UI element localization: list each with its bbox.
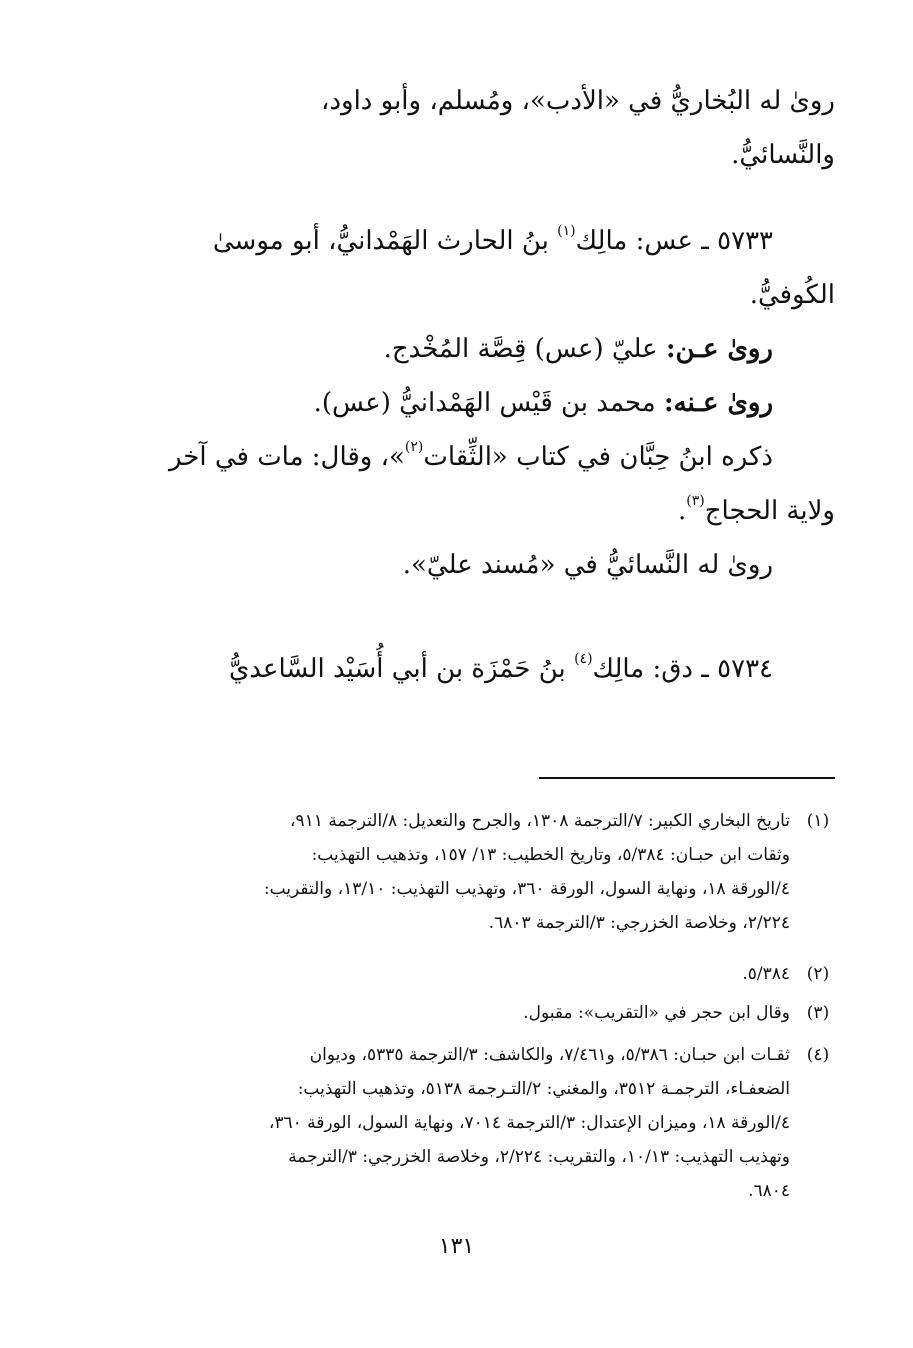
prev-entry-line-2: والنَّسائيُّ.	[731, 140, 835, 170]
footnote-ref-3: (٣)	[686, 493, 705, 510]
footnote-line: ٢/٢٢٤، وخلاصة الخزرجي: ٣/الترجمة ٦٨٠٣.	[488, 913, 790, 933]
footnote-number: (٢)	[806, 964, 830, 984]
footnote-line: ثقـات ابن حبـان: ٥/٣٨٦، و٧/٤٦١، والكاشف: ٣/الترجمة ٥٣٣٥، وديوان	[309, 1045, 790, 1065]
narrated-by-text: محمد بن قَيْس الهَمْدانيُّ (عس).	[313, 388, 664, 418]
entry-5734-number: ٥٧٣٤ ـ دق: مالِك	[592, 654, 773, 684]
entry-5733-narrated-by	[133, 386, 773, 420]
footnote-separator	[539, 777, 835, 779]
footnote-number: (١)	[806, 811, 830, 831]
entry-5733-heading	[135, 224, 835, 258]
entry-5733-note-line-1	[135, 440, 835, 474]
footnote-2	[135, 957, 835, 991]
footnote-line: ٥/٣٨٤.	[742, 964, 790, 984]
entry-5733-rawi: روىٰ له النَّسائيُّ في «مُسند عليّ».	[402, 550, 773, 580]
footnote-line: وقال ابن حجر في «التقريب»: مقبول.	[523, 1003, 790, 1023]
narrated-from-label: روىٰ عـن:	[665, 334, 773, 364]
footnote-3	[135, 996, 835, 1030]
footnote-line: ٤/الورقة ١٨، وميزان الإعتدال: ٣/الترجمة ٧٠١٤، ونهاية السول، الورقة ٣٦٠،	[268, 1113, 790, 1133]
footnote-ref-2: (٢)	[404, 439, 424, 456]
note-text: ذكره ابنُ حِبَّان في كتاب «الثِّقات	[423, 442, 773, 472]
entry-5733-name: بنُ الحارث الهَمْدانيُّ، أبو موسىٰ	[212, 226, 558, 256]
note-text-rest: »، وقال: مات في آخر	[168, 442, 405, 472]
footnote-line: الضعفـاء، الترجمـة ٣٥١٢، والمغني: ٢/التـرجمة ٥١٣٨، وتذهيب التهذيب:	[297, 1079, 790, 1099]
prev-entry-line-1: روىٰ له البُخاريُّ في «الأدب»، ومُسلم، وأبو داود،	[321, 86, 835, 116]
footnote-1	[135, 804, 835, 944]
footnote-line: ٦٨٠٤.	[748, 1181, 790, 1201]
footnote-4	[135, 1038, 835, 1214]
entry-5733-number: ٥٧٣٣ ـ عس: مالِك	[575, 226, 773, 256]
narrated-from-text: عليّ (عس) قِصَّة المُخْدج.	[383, 334, 666, 364]
footnote-line: وثقات ابن حبـان: ٥/٣٨٤، وتاريخ الخطيب: ١٣/ ١٥٧، وتذهيب التهذيب:	[311, 845, 790, 865]
footnote-line: تاريخ البخاري الكبير: ٧/الترجمة ١٣٠٨، والجرح والتعديل: ٨/الترجمة ٩١١،	[290, 811, 790, 831]
entry-5733-note-line-2	[135, 494, 835, 528]
entry-5733-heading-line-2: الكُوفيُّ.	[749, 280, 835, 310]
footnote-line: ٤/الورقة ١٨، ونهاية السول، الورقة ٣٦٠، وتهذيب التهذيب: ١٣/١٠، والتقريب:	[263, 879, 790, 899]
footnote-number: (٤)	[806, 1045, 830, 1065]
note-text-2-rest: .	[678, 496, 687, 526]
narrated-by-label: روىٰ عـنه:	[663, 388, 773, 418]
entry-5734-heading	[135, 652, 835, 686]
footnote-line: وتهذيب التهذيب: ١٠/١٣، والتقريب: ٢/٢٢٤، وخلاصة الخزرجي: ٣/الترجمة	[288, 1147, 790, 1167]
footnote-ref-1: (١)	[557, 223, 576, 240]
entry-5734-name: بنُ حَمْزَة بن أبي أُسَيْد السَّاعديُّ	[228, 654, 575, 684]
note-text-2: ولاية الحجاج	[704, 496, 835, 526]
entry-5733-narrated-from	[133, 332, 773, 366]
page-number: ١٣١	[438, 1234, 475, 1259]
footnote-ref-4: (٤)	[574, 651, 593, 668]
footnote-number: (٣)	[806, 1003, 830, 1023]
